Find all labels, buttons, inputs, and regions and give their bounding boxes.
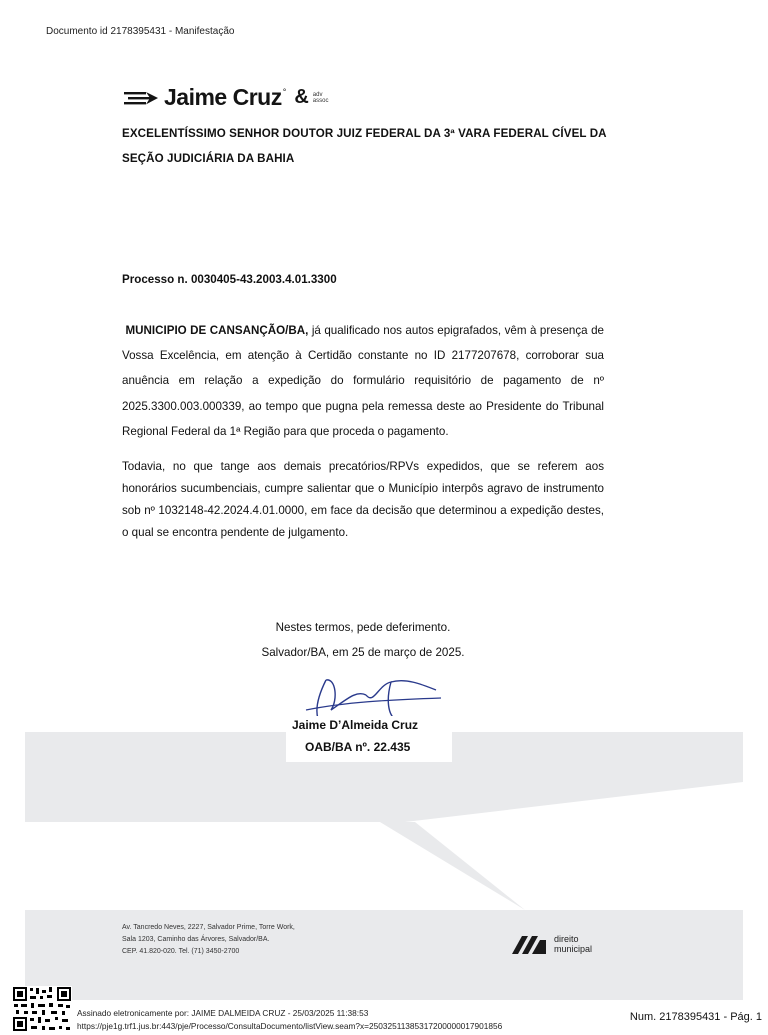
addressee-line-2: SEÇÃO JUDICIÁRIA DA BAHIA xyxy=(122,152,295,165)
document-verification-url[interactable]: https://pje1g.trf1.jus.br:443/pje/Processo/ConsultaDocumento/listView.seam?x=25032511385317200000017901856 xyxy=(77,1021,503,1031)
addressee-line-1: EXCELENTÍSSIMO SENHOR DOUTOR JUIZ FEDERAL DA 3ª VARA FEDERAL CÍVEL DA xyxy=(122,127,607,140)
addressee-heading xyxy=(122,121,612,171)
brand-line-1: direito xyxy=(554,934,579,944)
logo-sub-adv: adv xyxy=(312,91,323,98)
direito-municipal-mark-icon xyxy=(512,934,548,954)
paragraph-2: Todavia, no que tange aos demais precatórios/RPVs expedidos, que se referem aos honorários sucumbenciais, cumpre salientar que o Município interpôs agravo de instrumento sob nº 1032148-42.2024.4.01.0000, em face da decisão que determinou a expedição destes, o qual se encontra pendente de julgamento. xyxy=(122,460,604,539)
law-firm-logo xyxy=(124,84,328,111)
address-line-2: Sala 1203, Caminho das Árvores, Salvador/BA. xyxy=(122,936,270,943)
page-number: Num. 2178395431 - Pág. 1 xyxy=(629,1011,762,1023)
direito-municipal-logo xyxy=(512,934,592,954)
brand-line-2: municipal xyxy=(554,944,593,954)
logo-subtitle xyxy=(313,92,329,104)
logo-name: Jaime Cruz xyxy=(164,84,282,110)
paragraph-1 xyxy=(122,318,604,444)
process-number: Processo n. 0030405-43.2003.4.01.3300 xyxy=(122,273,337,286)
closing-line-1: Nestes termos, pede deferimento. xyxy=(275,621,451,634)
logo-lines-icon xyxy=(124,90,158,106)
office-address xyxy=(122,922,295,958)
logo-sub-assoc: assoc xyxy=(312,97,329,104)
signer-name: Jaime D’Almeida Cruz xyxy=(292,718,419,732)
electronic-signature-info: Assinado eletronicamente por: JAIME DALMEIDA CRUZ - 25/03/2025 11:38:53 xyxy=(77,1008,369,1018)
signer-oab: OAB/BA nº. 22.435 xyxy=(305,740,411,754)
paragraph-1-lead: MUNICIPIO DE CANSANÇÃO/BA, xyxy=(125,324,309,337)
logo-degree-mark: ° xyxy=(282,86,287,97)
background-band-bottom xyxy=(25,822,743,1000)
address-line-1: Av. Tancredo Neves, 2227, Salvador Prime, Torre Work, xyxy=(122,924,295,931)
paragraph-1-text: já qualificado nos autos epigrafados, vêm à presença de Vossa Excelência, em atenção à Certidão constante no ID 2177207678, corroborar sua anuência em relação a expedição do formulário requisitório de pagamento de nº 2025.3300.003.000339, ao tempo que pugna pela remessa deste ao Presidente do Tribunal Regional Federal da 1ª Região para que proceda o pagamento. xyxy=(122,324,604,438)
document-id-header: Documento id 2178395431 - Manifestação xyxy=(46,26,235,37)
address-line-3: CEP. 41.820-020. Tel. (71) 3450-2700 xyxy=(122,948,240,955)
qr-code-icon xyxy=(12,986,72,1032)
closing-date: Salvador/BA, em 25 de março de 2025. xyxy=(261,646,465,659)
logo-ampersand: & xyxy=(294,86,309,108)
